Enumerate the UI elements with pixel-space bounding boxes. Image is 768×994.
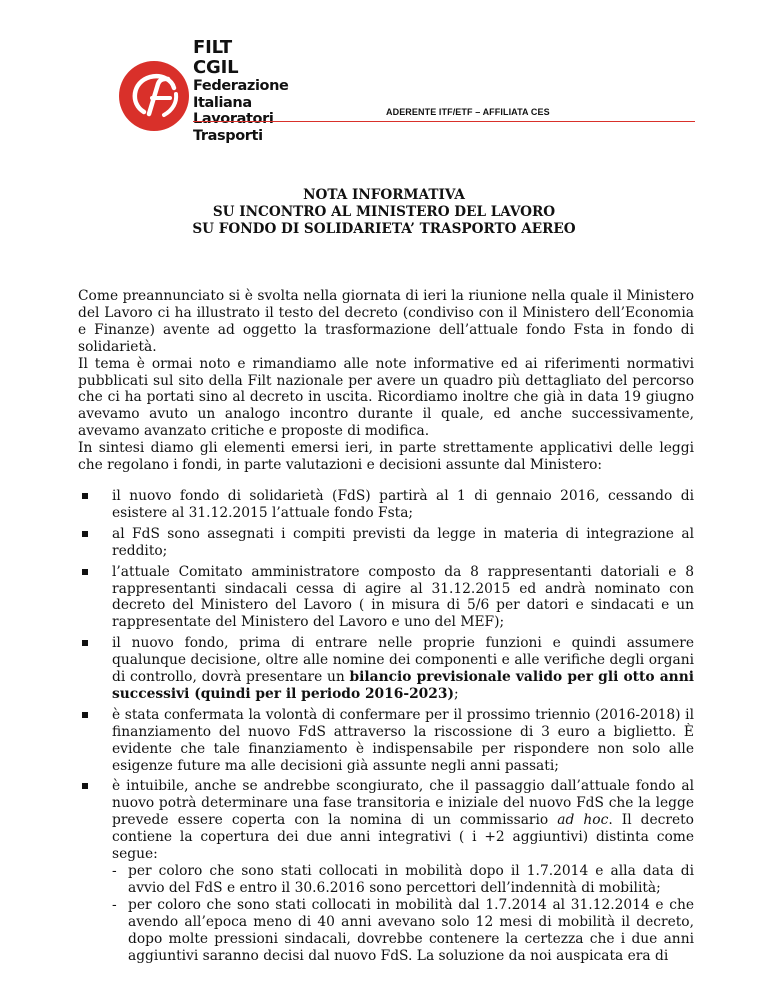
bullet-italic: ad hoc [557,812,609,829]
document-title [0,187,768,238]
bullet-list [78,488,694,964]
bullet-text: è intuibile, anche se andrebbe scongiurato, che il passaggio dall’attuale fondo al nuovo potrà determinare una fase transitoria e iniziale del nuovo FdS che la legge prevede essere coperta con la nomina di un commissario [112,778,694,829]
logo-wordmark [193,37,289,144]
bullet-item [78,778,694,964]
org-line-4: Trasporti [193,127,263,144]
intro-paragraph-2: Il tema è ormai noto e rimandiamo alle note informative ed ai riferimenti normativi pubblicati sul sito della Filt nazionale per avere un quadro più dettagliato del percorso che ci ha portati sino al decreto in uscita. Ricordiamo inoltre che già in data 19 giugno avevamo avuto un analogo incontro durante il quale, ed anche successivamente, avevamo avanzato critiche e proposte di modifica. [78,355,694,440]
title-line-1: NOTA INFORMATIVA [303,187,465,203]
square-bullet-icon [82,783,88,789]
bullet-item [78,635,694,703]
square-bullet-icon [82,493,88,499]
dash-marker: - [112,863,117,879]
title-line-2: SU INCONTRO AL MINISTERO DEL LAVORO [212,204,556,220]
dash-text: per coloro che sono stati collocati in mobilità dopo il 1.7.2014 e alla data di avvio del FdS e entro il 30.6.2016 sono percettori dell’indennità di mobilità; [128,863,694,896]
bullet-item [78,707,694,775]
dash-list [112,863,694,964]
bullet-text: l’attuale Comitato amministratore composto da 8 rappresentanti datoriali e 8 rappresentanti sindacali cessa di agire al 31.12.2015 ed andrà nominato con decreto del Ministero del Lavoro ( in misura di 5/6 per datori e sindacati e un rappresentate del Ministero del Lavoro e uno del MEF); [112,563,694,631]
bullet-text: ; [454,685,459,702]
dash-text: per coloro che sono stati collocati in mobilità dal 1.7.2014 al 31.12.2014 e che avendo all’epoca meno di 40 anni avevano solo 12 mesi di mobilità il decreto, dopo molte pressioni sindacali, dovrebbe contenere la certezza che i due anni aggiuntivi saranno decisi dal nuovo FdS. La soluzione da noi auspicata era di [128,896,694,964]
org-title: FILT CGIL [193,37,239,78]
square-bullet-icon [82,531,88,537]
header-divider [193,121,695,122]
org-line-1: Federazione [193,78,289,94]
bullet-text: al FdS sono assegnati i compiti previsti da legge in materia di integrazione al reddito; [112,525,694,559]
org-line-3: Lavoratori [193,111,274,127]
intro-paragraph-1: Come preannunciato si è svolta nella giornata di ieri la riunione nella quale il Ministero del Lavoro ci ha illustrato il testo del decreto (condiviso con il Ministero dell’Economia e Finanze) avente ad oggetto la trasformazione dell’attuale fondo Fsta in fondo di solidarietà. [78,288,694,355]
filt-cgil-logo-icon [118,60,190,132]
affiliation-text: ADERENTE ITF/ETF – AFFILIATA CES [386,107,550,117]
bullet-text: è stata confermata la volontà di confermare per il prossimo triennio (2016-2018) il finanziamento del nuovo FdS attraverso la riscossione di 3 euro a biglietto. È evidente che tale finanziamento è indispensabile per rispondere non solo alle esigenze future ma alle decisioni già assunte negli anni passati; [112,706,694,774]
dash-item [112,897,694,965]
dash-item [112,863,694,897]
bullet-text: . Il decreto contiene la copertura dei due anni integrativi ( i +2 aggiuntivi) distinta come segue: [112,812,694,863]
org-line-2: Italiana [193,94,252,111]
bullet-item [78,526,694,560]
title-line-3: SU FONDO DI SOLIDARIETA’ TRASPORTO AEREO [192,221,576,237]
document-body [78,288,694,968]
intro-paragraph-3: In sintesi diamo gli elementi emersi ieri, in parte strettamente applicativi delle leggi che regolano i fondi, in parte valutazioni e decisioni assunte dal Ministero: [78,440,694,474]
bullet-text: il nuovo fondo di solidarietà (FdS) partirà al 1 di gennaio 2016, cessando di esistere al 31.12.2015 l’attuale fondo Fsta; [112,487,694,521]
bullet-text: il nuovo fondo, prima di entrare nelle proprie funzioni e quindi assumere qualunque decisione, oltre alle nomine dei componenti e alle verifiche degli organi di controllo, dovrà presentare un [112,635,694,686]
square-bullet-icon [82,640,88,646]
dash-marker: - [112,896,117,913]
bullet-emphasis: bilancio previsionale valido per gli otto anni successivi (quindi per il periodo 2016-2023) [112,669,694,702]
bullet-item [78,488,694,522]
square-bullet-icon [82,712,88,718]
bullet-item [78,564,694,632]
square-bullet-icon [82,569,88,575]
